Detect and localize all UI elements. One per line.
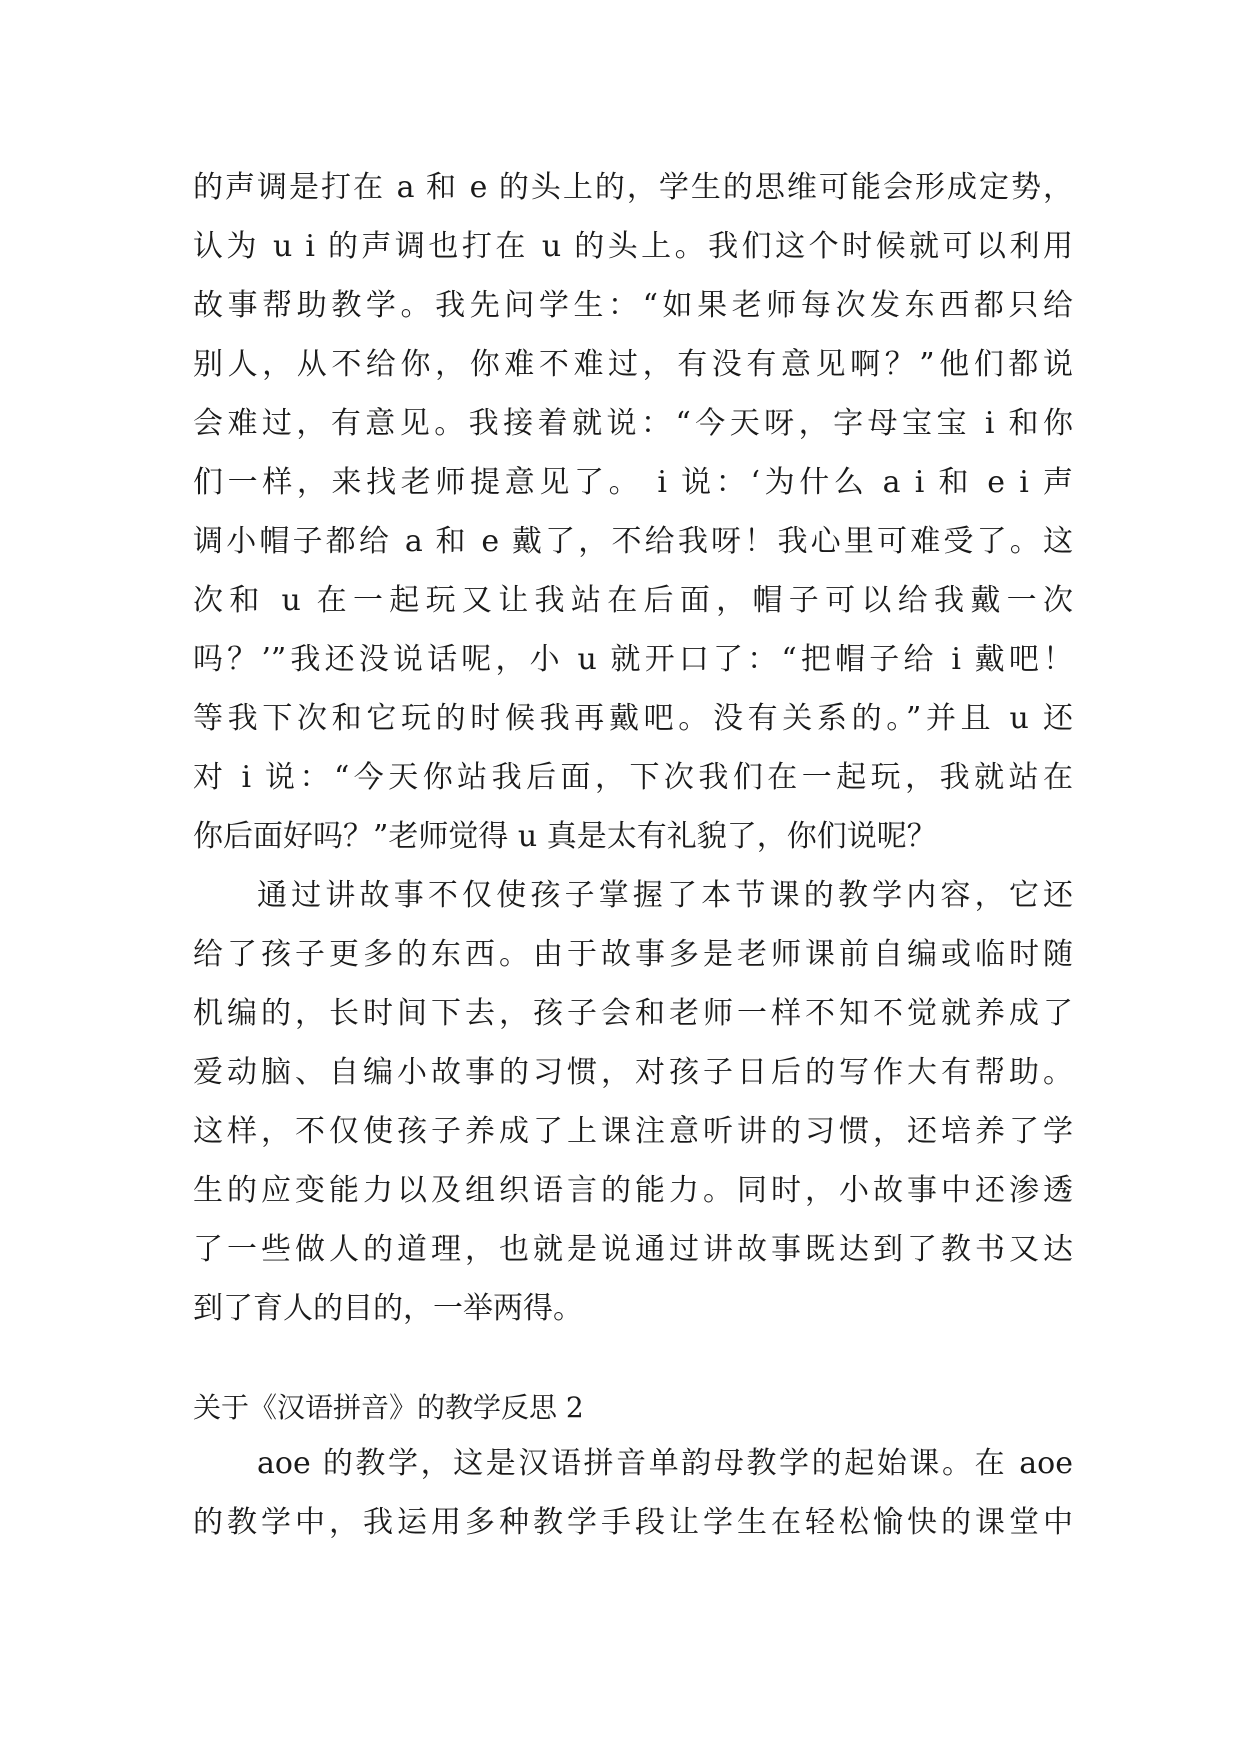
text-line: 你后面好吗？”老师觉得 u 真是太有礼貌了，你们说呢？ [193, 819, 937, 854]
text-line: 吗？’”我还没说话呢，小 u 就开口了：“把帽子给 i 戴吧！ [193, 642, 1073, 677]
text-line: 认为 u i 的声调也打在 u 的头上。我们这个时候就可以利用 [193, 229, 1073, 264]
text-line: 别人，从不给你，你难不难过，有没有意见啊？”他们都说 [193, 347, 1073, 382]
text-line: 的教学中，我运用多种教学手段让学生在轻松愉快的课堂中 [193, 1505, 1073, 1540]
text-line: 会难过，有意见。我接着就说：“今天呀，字母宝宝 i 和你 [193, 406, 1073, 441]
section-heading: 关于《汉语拼音》的教学反思 2 [193, 1391, 584, 1424]
text-line: 调小帽子都给 a 和 e 戴了，不给我呀！我心里可难受了。这 [193, 524, 1073, 559]
text-line: 次和 u 在一起玩又让我站在后面，帽子可以给我戴一次 [193, 583, 1073, 618]
text-line: 机编的，长时间下去，孩子会和老师一样不知不觉就养成了 [193, 996, 1073, 1031]
text-line: 通过讲故事不仅使孩子掌握了本节课的教学内容，它还 [257, 878, 1073, 913]
text-line: 等我下次和它玩的时候我再戴吧。没有关系的。”并且 u 还 [193, 701, 1073, 736]
text-line: 对 i 说：“今天你站我后面，下次我们在一起玩，我就站在 [193, 760, 1073, 795]
text-line: 了一些做人的道理，也就是说通过讲故事既达到了教书又达 [193, 1232, 1073, 1267]
text-line: 到了育人的目的，一举两得。 [193, 1291, 583, 1326]
text-line: 给了孩子更多的东西。由于故事多是老师课前自编或临时随 [193, 937, 1073, 972]
text-line: 的声调是打在 a 和 e 的头上的，学生的思维可能会形成定势， [193, 170, 1073, 205]
text-line: 们一样，来找老师提意见了。 i 说：‘为什么 a i 和 e i 声 [193, 465, 1073, 500]
text-line: aoe 的教学，这是汉语拼音单韵母教学的起始课。在 aoe [257, 1446, 1073, 1481]
text-line: 爱动脑、自编小故事的习惯，对孩子日后的写作大有帮助。 [193, 1055, 1073, 1090]
text-line: 故事帮助教学。我先问学生：“如果老师每次发东西都只给 [193, 288, 1073, 323]
text-line: 这样，不仅使孩子养成了上课注意听讲的习惯，还培养了学 [193, 1114, 1073, 1149]
text-line: 生的应变能力以及组织语言的能力。同时，小故事中还渗透 [193, 1173, 1073, 1208]
